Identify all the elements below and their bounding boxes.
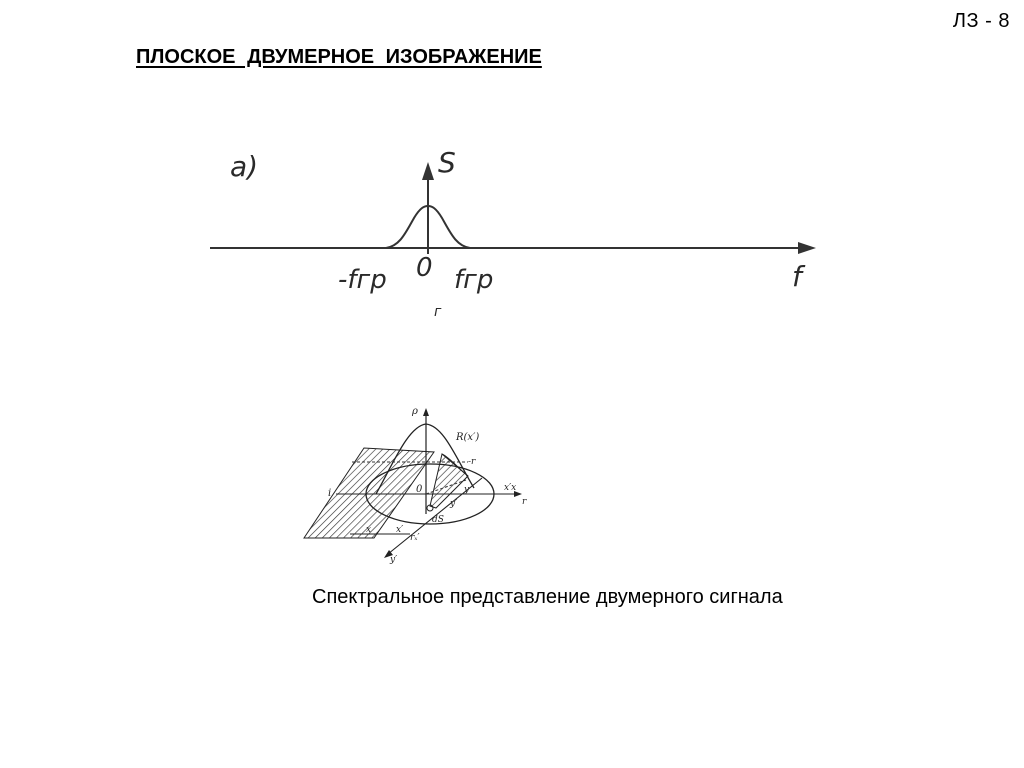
ds-label: dS (432, 515, 444, 525)
y-inner-label: y (464, 485, 470, 495)
slide-caption: Спектральное представление двумерного сигнала (312, 586, 783, 608)
spectrum-figure (200, 130, 830, 320)
r-function-label: R(x′) (456, 432, 480, 443)
r-axis-label: r (522, 497, 527, 507)
origin-label: 0 (416, 484, 423, 495)
tick-label-pos: fгр (454, 265, 494, 295)
tick-label-neg: -fгр (338, 265, 387, 295)
neg-r-label: -r (468, 457, 476, 467)
tick-label-zero: 0 (416, 253, 433, 283)
rx-label: rₓ′ (410, 533, 420, 543)
panel-label: а) (230, 150, 259, 183)
y-bottom-label: y′ (390, 555, 398, 565)
x-axis-label: x′x (504, 483, 517, 493)
x-prime-label: x′ (396, 525, 404, 535)
f-axis-arrowhead (798, 242, 816, 254)
i-label: i (328, 488, 332, 499)
s-axis-arrowhead (422, 162, 434, 180)
spatial-figure (292, 398, 542, 566)
stray-mark: г (434, 304, 442, 320)
rho-label: ρ (412, 406, 418, 417)
slide-number: ЛЗ - 8 (952, 10, 1010, 32)
slide-title: ПЛОСКОЕ ДВУМЕРНОЕ ИЗОБРАЖЕНИЕ (136, 46, 542, 68)
f-axis-label: f (792, 260, 802, 293)
s-axis-label: S (438, 146, 456, 179)
rho-axis-arrowhead (423, 408, 429, 416)
y-prime-label: y′ (450, 499, 458, 509)
x-dimension-label: x (366, 525, 372, 535)
